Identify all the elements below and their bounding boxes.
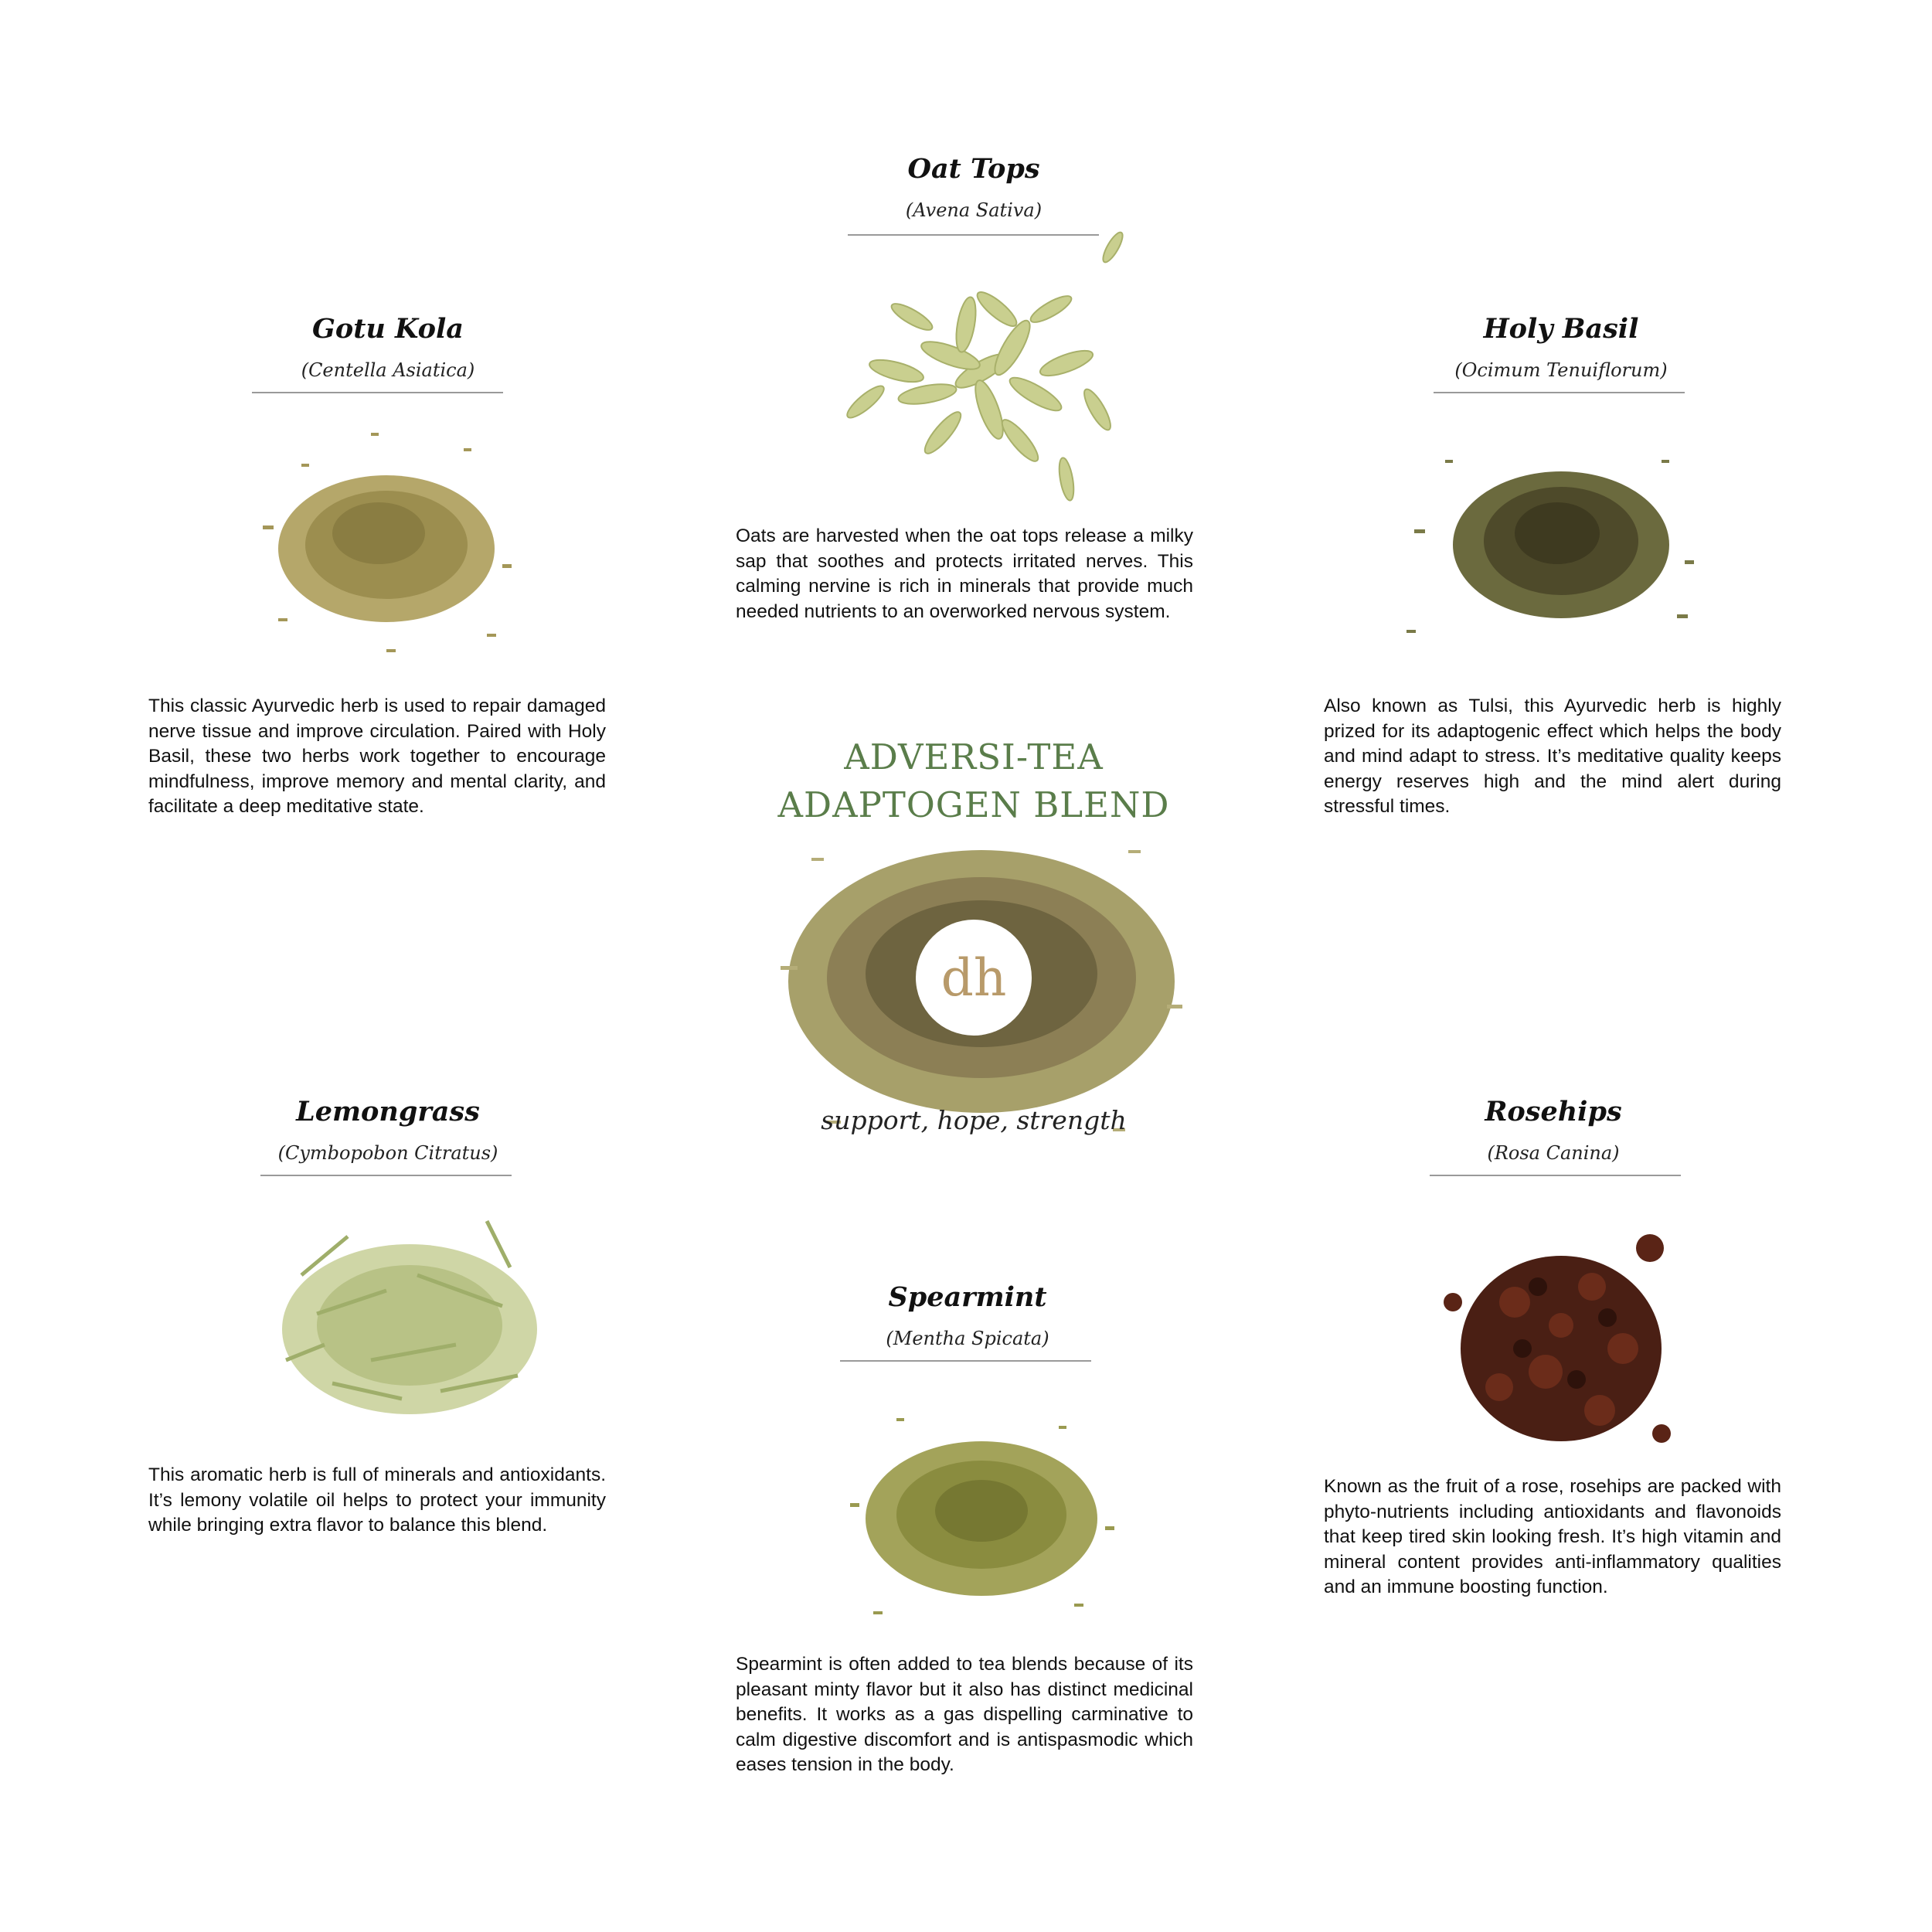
- blend-tagline: support, hope, strength: [821, 1105, 1127, 1135]
- blend-title-line2: ADAPTOGEN BLEND: [777, 784, 1170, 825]
- spearmint-name: Spearmint: [888, 1281, 1047, 1313]
- oat-tops-description: Oats are harvested when the oat tops release a milky sap that soothes and protects irritated nerves. This calming nervine is rich in minerals that provide much needed nutrients to an overworked nervous system.: [736, 526, 1193, 622]
- rosehips-name: Rosehips: [1485, 1096, 1622, 1128]
- gotu-kola-description: This classic Ayurvedic herb is used to repair damaged nerve tissue and improve circulation. Paired with Holy Basil, these two herbs work together to encourage mindfulness, improve memory and mental clarity, and facilitate a deep meditative state.: [148, 696, 606, 817]
- blend-title-line1: ADVERSI-TEA: [844, 736, 1104, 777]
- oat-tops-latin: (Avena Sativa): [905, 199, 1043, 221]
- gotu-kola-image: [232, 417, 541, 672]
- rosehips-divider: [1430, 1175, 1681, 1176]
- holy-basil-description: Also known as Tulsi, this Ayurvedic herb is highly prized for its adaptogenic effect which helps the body and mind adapt to stress. It’s meditative quality keeps energy reserves high and the mind alert during stressful times.: [1324, 696, 1781, 817]
- lemongrass-latin: (Cymbopobon Citratus): [277, 1142, 498, 1164]
- holy-basil-name: Holy Basil: [1483, 313, 1639, 345]
- spearmint-image: [827, 1387, 1136, 1634]
- spearmint-latin: (Mentha Spicata): [886, 1328, 1049, 1349]
- rosehips-description: Known as the fruit of a rose, rosehips are packed with phyto-nutrients including antioxidants and flavonoids that keep tired skin looking fresh. It’s high vitamin and mineral content provides anti-inflammatory qualities and an immune boosting function.: [1324, 1476, 1781, 1597]
- oat-tops-name: Oat Tops: [907, 153, 1040, 185]
- lemongrass-image: [255, 1190, 564, 1453]
- holy-basil-image: [1383, 429, 1723, 653]
- gotu-kola-latin: (Centella Asiatica): [301, 359, 475, 381]
- holy-basil-latin: (Ocimum Tenuiflorum): [1454, 359, 1668, 381]
- brand-logo: [916, 920, 1032, 1036]
- holy-basil-divider: [1434, 392, 1685, 393]
- spearmint-description: Spearmint is often added to tea blends because of its pleasant minty flavor but it also has distinct medicinal benefits. It works as a gas dispelling carminative to calm digestive discomfort and is antispasmodic which eases tension in the body.: [736, 1654, 1193, 1775]
- lemongrass-description: This aromatic herb is full of minerals and antioxidants. It’s lemony volatile oil helps to protect your immunity while bringing extra flavor to balance this blend.: [148, 1464, 606, 1536]
- spearmint-divider: [840, 1360, 1091, 1362]
- gotu-kola-name: Gotu Kola: [311, 313, 464, 345]
- rosehips-image: [1430, 1217, 1692, 1472]
- gotu-kola-divider: [252, 392, 503, 393]
- lemongrass-divider: [260, 1175, 512, 1176]
- rosehips-latin: (Rosa Canina): [1487, 1142, 1620, 1164]
- oat-tops-image: [796, 224, 1167, 533]
- lemongrass-name: Lemongrass: [296, 1096, 480, 1128]
- brand-logo-text: dh: [940, 947, 1007, 1008]
